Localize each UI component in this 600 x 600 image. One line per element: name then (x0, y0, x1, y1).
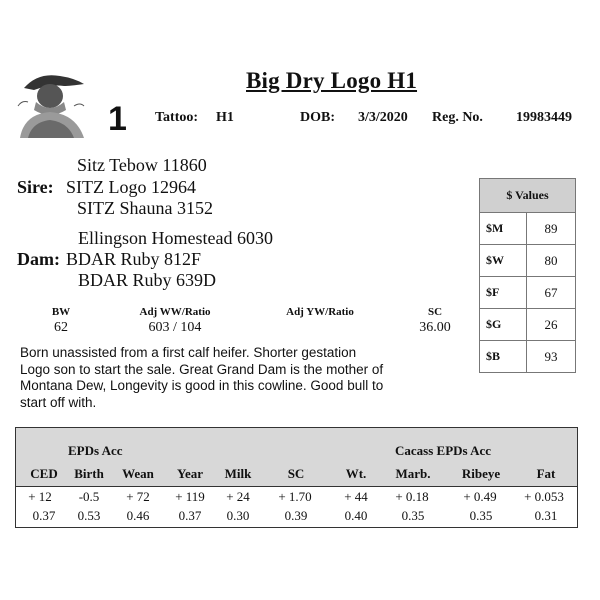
col-header: Birth (74, 466, 104, 481)
bw-value: 62 (54, 320, 68, 335)
dollar-value: 26 (527, 309, 576, 341)
bw-label: BW (51, 306, 71, 318)
epd-table (15, 427, 578, 528)
epd-value: + 1.70 (278, 489, 312, 504)
epd-value: + 24 (226, 489, 250, 504)
acc-value: 0.53 (77, 508, 101, 523)
dollar-value: 93 (527, 341, 576, 373)
epd-value: + 44 (344, 489, 368, 504)
page-title: Big Dry Logo H1 (246, 68, 418, 93)
tattoo-value: H1 (216, 110, 234, 125)
carcass-group-label: Cacass EPDs Acc (395, 443, 492, 458)
sire-dam: SITZ Shauna 3152 (77, 198, 213, 218)
acc-value: 0.37 (32, 508, 56, 523)
table-row (480, 245, 576, 277)
dam-dam: BDAR Ruby 639D (78, 270, 217, 290)
acc-value: 0.46 (126, 508, 150, 523)
ww-value: 603 / 104 (148, 320, 202, 335)
col-header: Ribeye (461, 466, 501, 481)
reg-label: Reg. No. (432, 110, 483, 125)
description-note: Born unassisted from a first calf heifer. Shorter gestation Logo son to start the sale. Great Grand Dam is the mother of Montana Dew, Longevity is good in this cowline. Good bull to start off with. (20, 345, 384, 410)
col-header: Marb. (395, 466, 431, 481)
table-row (480, 341, 576, 373)
dollar-value: 67 (527, 277, 576, 309)
table-row (480, 213, 576, 245)
dollar-label: $F (480, 277, 527, 309)
col-header: Wean (122, 466, 154, 481)
dam-name: BDAR Ruby 812F (66, 249, 202, 269)
dob-value: 3/3/2020 (358, 110, 408, 125)
col-header: CED (30, 466, 58, 481)
ww-label: Adj WW/Ratio (139, 306, 211, 318)
epd-group-label: EPDs Acc (68, 443, 123, 458)
dollar-label: $B (480, 341, 527, 373)
col-header: Fat (536, 466, 556, 481)
dollar-values-table (479, 178, 576, 373)
table-row (480, 309, 576, 341)
dollar-value: 89 (527, 213, 576, 245)
epd-value: + 0.49 (463, 489, 497, 504)
lot-number: 1 (108, 100, 127, 138)
dollar-values-header: $ Values (480, 179, 576, 213)
yw-label: Adj YW/Ratio (286, 306, 354, 318)
col-header: SC (287, 466, 305, 481)
acc-value: 0.31 (534, 508, 558, 523)
dob-label: DOB: (300, 110, 335, 125)
acc-value: 0.35 (469, 508, 493, 523)
table-row (480, 277, 576, 309)
epd-value: + 0.18 (395, 489, 429, 504)
epd-value: + 72 (126, 489, 150, 504)
epd-value: + 119 (175, 489, 205, 504)
acc-value: 0.40 (344, 508, 368, 523)
dollar-label: $M (480, 213, 527, 245)
col-header: Wt. (345, 466, 367, 481)
dollar-label: $G (480, 309, 527, 341)
acc-value: 0.39 (284, 508, 308, 523)
dollar-label: $W (480, 245, 527, 277)
sire-label: Sire: (17, 177, 54, 197)
sc-value: 36.00 (419, 320, 451, 335)
acc-value: 0.37 (178, 508, 202, 523)
sire-name: SITZ Logo 12964 (66, 177, 196, 197)
epd-value: + 0.053 (524, 489, 564, 504)
dam-label: Dam: (17, 249, 60, 269)
epd-value: + 12 (28, 489, 52, 504)
reg-value: 19983449 (516, 110, 572, 125)
sc-label: SC (427, 306, 443, 318)
acc-value: 0.35 (401, 508, 425, 523)
tattoo-label: Tattoo: (155, 110, 199, 125)
col-header: Year (177, 466, 203, 481)
col-header: Milk (224, 466, 252, 481)
epd-value: -0.5 (78, 489, 100, 504)
sire-sire: Sitz Tebow 11860 (77, 155, 207, 175)
dollar-value: 80 (527, 245, 576, 277)
photo-logo (14, 66, 88, 138)
acc-value: 0.30 (226, 508, 250, 523)
dam-sire: Ellingson Homestead 6030 (78, 228, 273, 248)
